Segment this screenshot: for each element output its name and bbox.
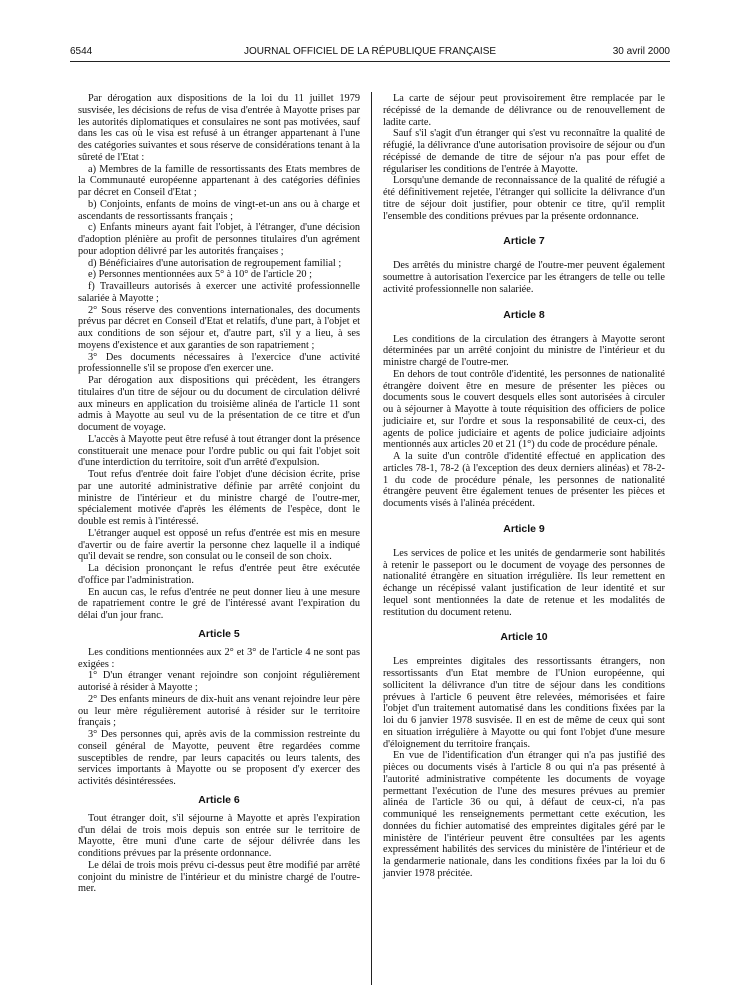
journal-title: JOURNAL OFFICIEL DE LA RÉPUBLIQUE FRANÇAISE: [243, 46, 497, 57]
paragraph: f) Travailleurs autorisés à exercer une activité professionnelle salariée à Mayotte ;: [78, 281, 360, 304]
paragraph: Les conditions de la circulation des étrangers à Mayotte seront déterminées par un arrêté conjoint du ministre de l'intérieur et du ministre chargé de l'outre-mer.: [383, 333, 665, 368]
article-10-heading: Article 10: [500, 631, 548, 644]
paragraph: Lorsqu'une demande de reconnaissance de la qualité de réfugié a été définitivement rejetée, l'étranger qui sollicite la délivrance d'un titre de séjour doit justifier, pour obtenir ce titre, qu'il remplit l'ensemble des conditions prévues par la présente ordonnance.: [383, 175, 665, 222]
paragraph: Tout refus d'entrée doit faire l'objet d'une décision écrite, prise par une autorité administrative définie par arrêté conjoint du ministre de l'intérieur et du ministre chargé de l'outre-mer, spécialement motivée d'après les éléments de l'espèce, dont le double est remis à l'intéressé.: [78, 469, 360, 527]
paragraph: 2° Sous réserve des conventions internationales, des documents prévus par décret en Conseil d'Etat et relatifs, d'une part, à l'objet et aux conditions de son séjour et, d'autre part, s'il y a lieu, à ses moyens d'existence et aux garanties de son rapatriement ;: [78, 304, 360, 351]
issue-date: 30 avril 2000: [612, 46, 670, 57]
paragraph: d) Bénéficiaires d'une autorisation de regroupement familial ;: [88, 257, 342, 269]
header-rule: [70, 61, 670, 62]
left-column: [78, 93, 360, 895]
paragraph: Le délai de trois mois prévu ci-dessus peut être modifié par arrêté conjoint du ministre de l'intérieur et du ministre chargé de l'outre-mer.: [78, 859, 360, 895]
paragraph: 3° Des documents nécessaires à l'exercice d'une activité professionnelle s'il se propose d'en exercer une.: [78, 351, 360, 375]
paragraph: Par dérogation aux dispositions qui précèdent, les étrangers titulaires d'un titre de séjour ou du document de circulation délivré aux mineurs en application du troisième alinéa de l'article 11 sont admis à Mayotte au seul vu de la présentation de ce titre et d'un document de voyage.: [78, 375, 360, 433]
paragraph: La décision prononçant le refus d'entrée peut être exécutée d'office par l'administration.: [78, 563, 360, 586]
paragraph: La carte de séjour peut provisoirement être remplacée par le récépissé de la demande de délivrance ou de renouvellement de ladite carte.: [383, 93, 665, 128]
paragraph: b) Conjoints, enfants de moins de vingt-et-un ans ou à charge et ascendants de ressortissants français ;: [78, 198, 360, 222]
paragraph: A la suite d'un contrôle d'identité effectué en application des articles 78-1, 78-2 (à l'exception des deux derniers alinéas) et 78-2-1 du code de procédure pénale, les personnes de nationalité étrangère peuvent être également tenues de présenter les pièces et documents visés à l'alinéa précédent.: [383, 451, 665, 509]
column-divider: [371, 92, 372, 985]
paragraph: En vue de l'identification d'un étranger qui n'a pas justifié des pièces ou documents visés à l'article 8 ou qui n'a pas présenté à l'autorité administrative compétente les documents de voyage permettant l'exécution de l'une des mesures prévues au premier alinéa de l'article 36 ou qui, à défaut de ceux-ci, n'a pas communiqué les renseignements permettant cette exécution, les données du fichier automatisé des empreintes digitales géré par le ministère de l'intérieur peuvent être consultées par les agents expressément habilités des services du ministère de l'intérieur et de la gendarmerie nationale, dans les conditions fixées par la loi du 6 janvier 1978 précitée.: [383, 750, 665, 879]
right-column: [383, 93, 665, 880]
paragraph: a) Membres de la famille de ressortissants des Etats membres de la Communauté européenne appartenant à des catégories définies par décret en Conseil d'Etat ;: [78, 163, 360, 198]
paragraph: e) Personnes mentionnées aux 5° à 10° de l'article 20 ;: [88, 269, 312, 281]
article-6-heading: Article 6: [198, 793, 240, 806]
paragraph: Des arrêtés du ministre chargé de l'outre-mer peuvent également soumettre à autorisation l'exercice par les étrangers de telle ou telle activité professionnelle non salariée.: [383, 260, 665, 295]
paragraph: c) Enfants mineurs ayant fait l'objet, à l'étranger, d'une décision d'adoption plénière au profit de personnes titulaires d'un agrément pour adoption délivré par les autorités françaises ;: [78, 222, 360, 257]
paragraph: L'étranger auquel est opposé un refus d'entrée est mis en mesure d'avertir ou de faire avertir la personne chez laquelle il a indiqué qu'il devait se rendre, son consulat ou le conseil de son choix.: [78, 527, 360, 563]
paragraph: 1° D'un étranger venant rejoindre son conjoint régulièrement autorisé à résider à Mayotte ;: [78, 670, 360, 693]
paragraph: En aucun cas, le refus d'entrée ne peut donner lieu à une mesure de rapatriement contre le gré de l'intéressé avant l'expiration du délai d'un jour franc.: [78, 586, 360, 621]
paragraph: Sauf s'il s'agit d'un étranger qui s'est vu reconnaître la qualité de réfugié, la délivrance d'une autorisation provisoire de séjour ou d'un récépissé de demande de titre de séjour n'a pas pour effet de régulariser les conditions de l'entrée à Mayotte.: [383, 128, 665, 175]
paragraph: En dehors de tout contrôle d'identité, les personnes de nationalité étrangère doivent être en mesure de présenter les pièces ou documents sous le couvert desquels elles sont autorisées à circuler ou à séjourner à Mayotte à toute réquisition des officiers de police judiciaire et, sur l'ordre et sous la responsabilité de ceux-ci, des agents de police judiciaire et agents de police judiciaire adjoints mentionnés aux articles 20 et 21 (1°) du code de procédure pénale.: [383, 368, 665, 451]
page-number: 6544: [70, 46, 93, 57]
article-7-heading: Article 7: [503, 235, 545, 248]
paragraph: L'accès à Mayotte peut être refusé à tout étranger dont la présence constituerait une menace pour l'ordre public ou qui fait l'objet soit d'une interdiction du territoire, soit d'un arrêté d'expulsion.: [78, 433, 361, 469]
article-5-heading: Article 5: [198, 627, 240, 640]
page-header: [70, 46, 670, 60]
paragraph: Les conditions mentionnées aux 2° et 3° de l'article 4 ne sont pas exigées :: [78, 646, 360, 670]
paragraph: Les services de police et les unités de gendarmerie sont habilités à retenir le passeport ou le document de voyage des personnes de nationalité étrangère en situation irrégulière. Ils leur remettent en échange un récépissé valant justification de leur identité et sur lequel sont mentionnées la date de retenue et les modalités de restitution du document retenu.: [383, 547, 665, 618]
article-8-heading: Article 8: [503, 308, 545, 321]
paragraph: Les empreintes digitales des ressortissants étrangers, non ressortissants d'un Etat membre de l'Union européenne, qui sollicitent la délivrance d'un titre de séjour dans les conditions prévues à l'article 6 peuvent être relevées, mémorisées et faire l'objet d'un traitement automatisé dans les conditions fixées par la loi du 6 janvier 1978 susvisée. Il en est de même de ceux qui sont en situation irrégulière à Mayotte ou qui font l'objet d'une mesure d'éloignement du territoire français.: [383, 656, 665, 750]
article-9-heading: Article 9: [503, 522, 545, 535]
paragraph: Par dérogation aux dispositions de la loi du 11 juillet 1979 susvisée, les décisions de refus de visa d'entrée à Mayotte prises par les autorités diplomatiques et consulaires ne sont pas motivées, sauf dans les cas où le visa est refusé à un étranger appartenant à l'une des catégories suivantes et sous réserve de considérations tenant à la sûreté de l'Etat :: [78, 93, 360, 163]
paragraph: 3° Des personnes qui, après avis de la commission restreinte du conseil général de Mayotte, peuvent être regardées comme susceptibles de rendre, par leurs capacités ou leurs talents, des services importants à Mayotte ou se proposent d'y exercer des activités désintéressées.: [78, 729, 360, 787]
paragraph: 2° Des enfants mineurs de dix-huit ans venant rejoindre leur père ou leur mère régulièrement autorisé à résider sur le territoire français ;: [78, 693, 360, 729]
paragraph: Tout étranger doit, s'il séjourne à Mayotte et après l'expiration d'un délai de trois mois depuis son entrée sur le territoire de Mayotte, être muni d'une carte de séjour délivrée dans les conditions prévues par la présente ordonnance.: [78, 812, 360, 859]
